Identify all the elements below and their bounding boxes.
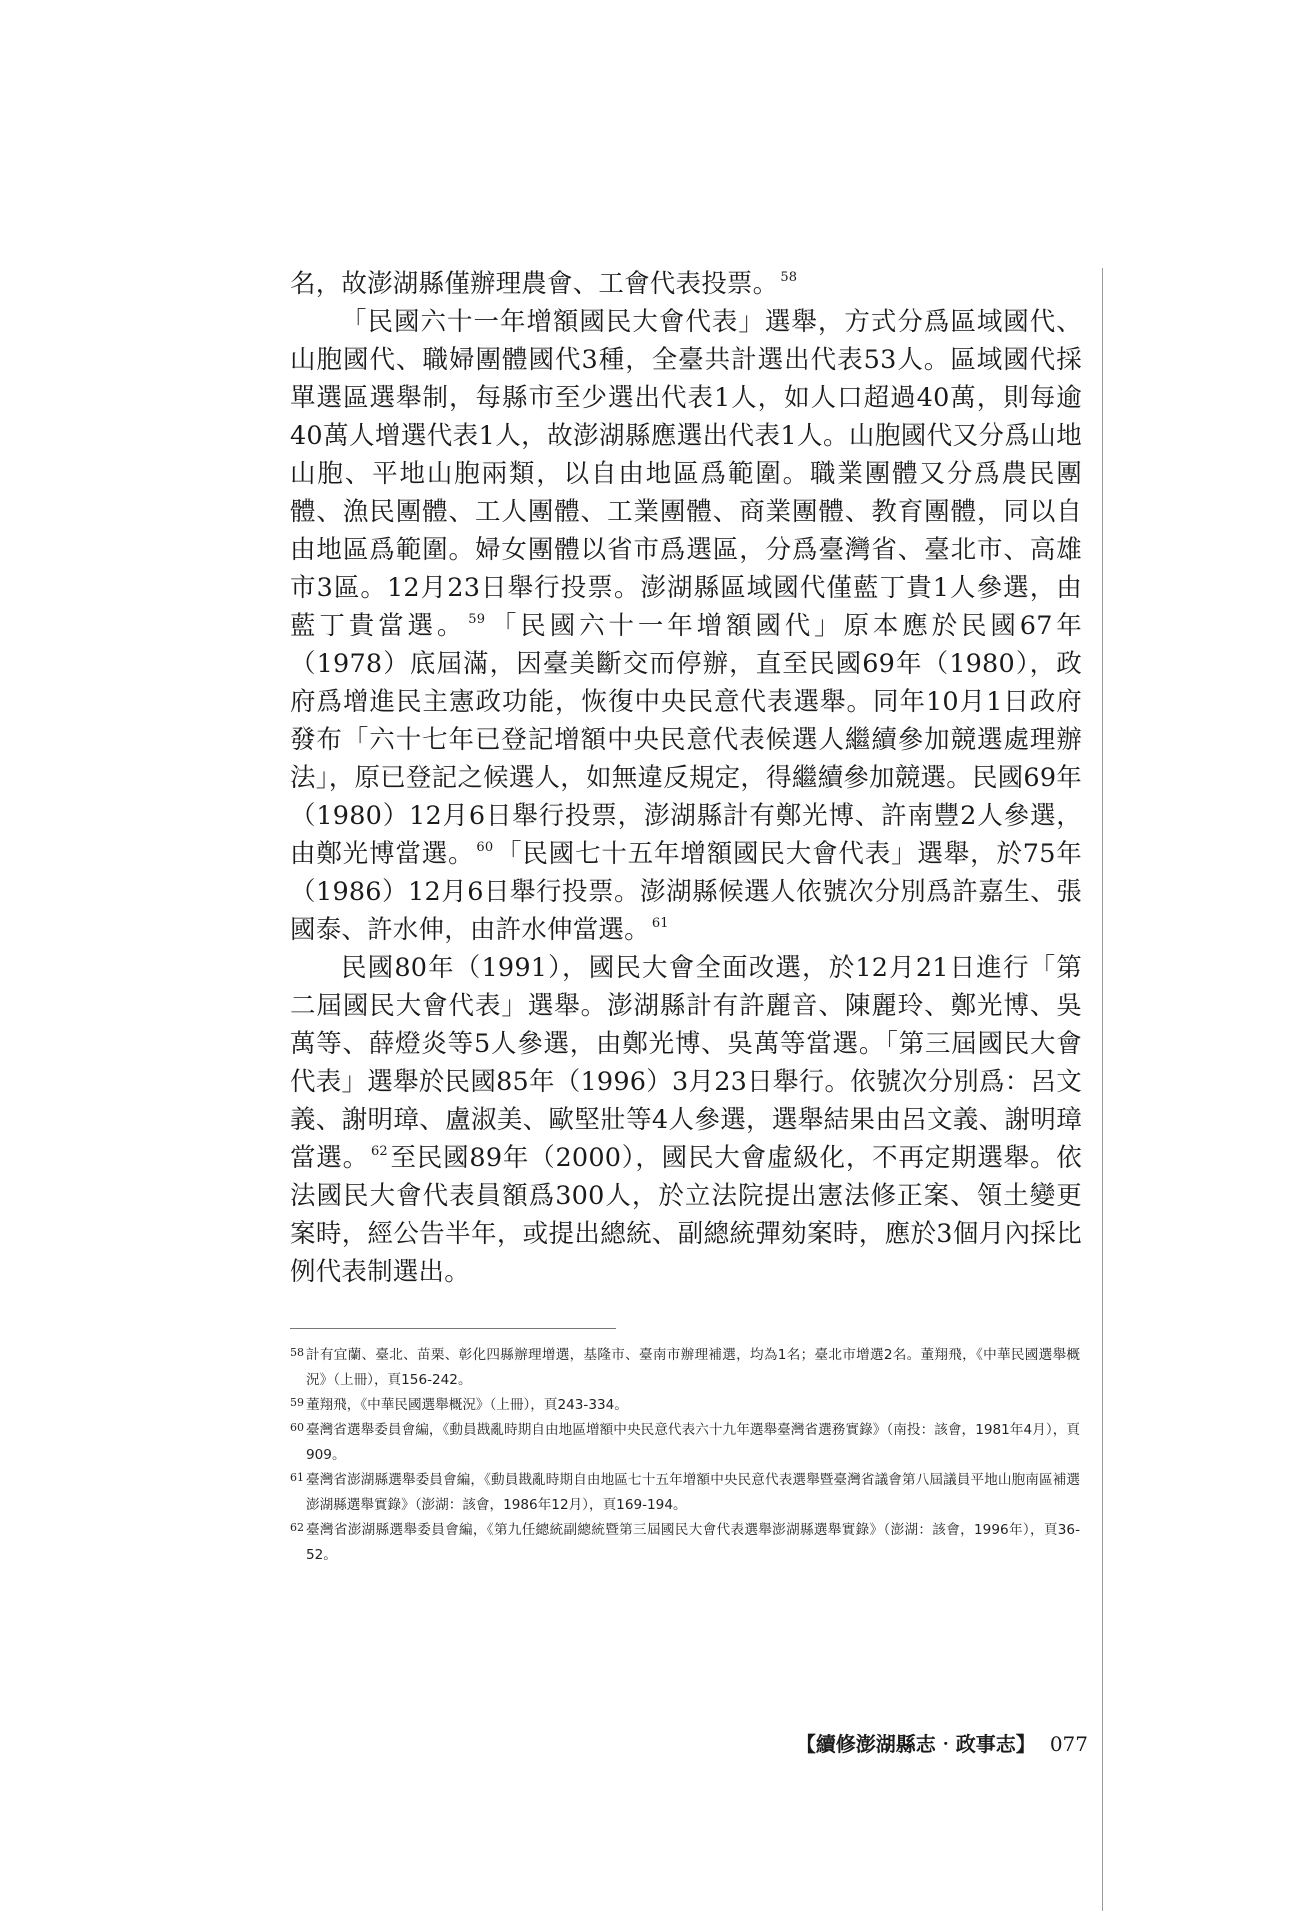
- footnote: [290, 1518, 1080, 1568]
- footnote-text: 董翔飛，《中華民國選舉概況》（上冊），頁243-334。: [306, 1397, 628, 1413]
- footnote-text: 計有宜蘭、臺北、苗栗、彰化四縣辦理增選，基隆市、臺南市辦理補選，均為1名；臺北市增選2名。董翔飛，《中華民國選舉概況》（上冊），頁156-242。: [306, 1347, 1080, 1388]
- footnote: [290, 1393, 1080, 1418]
- footnote-number: 59: [290, 1396, 304, 1409]
- footnote: [290, 1468, 1080, 1518]
- paragraph-text: 名，故澎湖縣僅辦理農會、工會代表投票。: [290, 269, 779, 299]
- footnote: [290, 1343, 1080, 1393]
- paragraph-text: 民國80年（1991），國民大會全面改選，於12月21日進行「第二屆國民大會代表」選舉。澎湖縣計有許麗音、陳麗玲、鄭光博、吳萬等、薛燈炎等5人參選，由鄭光博、吳萬等當選。「第三屆國民大會代表」選舉於民國85年（1996）3月23日舉行。依號次分別爲：呂文義、謝明璋、盧淑美、歐堅壯等4人參選，選舉結果由呂文義、謝明璋當選。: [290, 953, 1082, 1173]
- footnote-separator: [290, 1328, 616, 1329]
- page-number: 077: [1049, 1732, 1088, 1756]
- series-title: 【續修澎湖縣志‧政事志】: [795, 1732, 1036, 1756]
- footnote-number: 61: [290, 1471, 304, 1484]
- page-footer: [796, 1728, 1088, 1757]
- footnote-number: 62: [290, 1521, 304, 1534]
- paragraph-text: 「民國六十一年增額國代」原本應於民國67年（1978）底屆滿，因臺美斷交而停辦，直至民國69年（1980），政府爲增進民主憲政功能，恢復中央民意代表選舉。同年10月1日政府發布「六十七年已登記增額中央民意代表候選人繼續參加競選處理辦法」，原已登記之候選人，如無違反規定，得繼續參加競選。民國69年（1980）12月6日舉行投票，澎湖縣計有鄭光博、許南豐2人參選，由鄭光博當選。: [290, 611, 1083, 869]
- paragraph-text: 「民國六十一年增額國民大會代表」選舉，方式分爲區域國代、山胞國代、職婦團體國代3種，全臺共計選出代表53人。區域國代採單選區選舉制，每縣市至少選出代表1人，如人口超過40萬，則每逾40萬人增選代表1人，故澎湖縣應選出代表1人。山胞國代又分爲山地山胞、平地山胞兩類，以自由地區爲範圍。職業團體又分爲農民團體、漁民團體、工人團體、工業團體、商業團體、教育團體，同以自由地區爲範圍。婦女團體以省市爲選區，分爲臺灣省、臺北市、高雄市3區。12月23日舉行投票。澎湖縣區域國代僅藍丁貴1人參選，由藍丁貴當選。: [290, 307, 1082, 641]
- footnote-text: 臺灣省選舉委員會編，《動員戡亂時期自由地區增額中央民意代表六十九年選舉臺灣省選務實錄》（南投：該會，1981年4月），頁909。: [306, 1422, 1080, 1463]
- footnote-number: 60: [290, 1421, 304, 1434]
- footnote-text: 臺灣省澎湖縣選舉委員會編，《第九任總統副總統暨第三屆國民大會代表選舉澎湖縣選舉實錄》（澎湖：該會，1996年），頁36-52。: [306, 1522, 1080, 1563]
- body-paragraph: [290, 303, 1082, 949]
- footnote-ref[interactable]: 60: [476, 840, 494, 855]
- footnote-ref[interactable]: 59: [468, 612, 486, 627]
- body-paragraph: [290, 265, 1082, 303]
- footnote-text: 臺灣省澎湖縣選舉委員會編，《動員戡亂時期自由地區七十五年增額中央民意代表選舉暨臺灣省議會第八屆議員平地山胞南區補選澎湖縣選舉實錄》（澎湖：該會，1986年12月），頁169-194。: [306, 1472, 1080, 1513]
- body-paragraph: [290, 949, 1082, 1291]
- paragraph-text: 至民國89年（2000），國民大會虛級化，不再定期選舉。依法國民大會代表員額爲300人，於立法院提出憲法修正案、領土變更案時，經公告半年，或提出總統、副總統彈劾案時，應於3個月內採比例代表制選出。: [290, 1143, 1082, 1287]
- body-text: [290, 265, 1082, 1291]
- footnote: [290, 1418, 1080, 1468]
- footnote-number: 58: [290, 1346, 304, 1359]
- paragraph-text: 「民國七十五年增額國民大會代表」選舉，於75年（1986）12月6日舉行投票。澎湖縣候選人依號次分別爲許嘉生、張國泰、許水伸，由許水伸當選。: [290, 839, 1082, 945]
- footnote-ref[interactable]: 58: [780, 270, 798, 285]
- footnote-ref[interactable]: 61: [651, 916, 669, 931]
- footnotes: [290, 1343, 1080, 1568]
- right-margin-rule: [1102, 268, 1103, 1911]
- footnote-ref[interactable]: 62: [370, 1144, 388, 1159]
